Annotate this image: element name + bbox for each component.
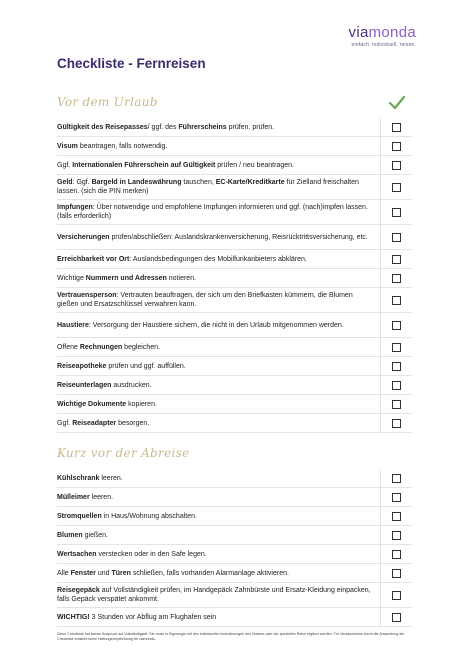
- checklist-row: [57, 469, 412, 488]
- page-title: Checkliste - Fernreisen: [57, 56, 206, 71]
- checkbox[interactable]: [392, 208, 401, 217]
- checkbox-cell: [380, 564, 412, 582]
- section-title: Vor dem Urlaub: [57, 95, 158, 109]
- checkbox[interactable]: [392, 255, 401, 264]
- checklist-item-text: Wertsachen verstecken oder in den Safe legen.: [57, 550, 207, 558]
- checklist-item-text: Impfungen: Über notwendige und empfohlene Impfungen informieren und ggf. (nach)impfen lassen. (falls erforderlich): [57, 204, 368, 220]
- checkbox-cell: [380, 338, 412, 356]
- checkbox-cell: [380, 313, 412, 337]
- checklist-item-text: Gültigkeit des Reisepasses/ ggf. des Führerscheins prüfen. prüfen.: [57, 123, 275, 131]
- checklist-item-text: Reiseapotheke prüfen und ggf. auffüllen.: [57, 362, 186, 370]
- checklist-row: [57, 200, 412, 225]
- checkbox-cell: [380, 156, 412, 174]
- checkbox[interactable]: [392, 613, 401, 622]
- checklist-row: [57, 288, 412, 313]
- checkbox[interactable]: [392, 400, 401, 409]
- checkbox-cell: [380, 469, 412, 487]
- checklist-item-text: Reisegepäck auf Vollständigkeit prüfen, im Handgepäck Zahnbürste und Ersatz-Kleidung einpacken, falls Gepäck verspätet ankommt.: [57, 587, 371, 603]
- checklist-row: [57, 338, 412, 357]
- checkbox-cell: [380, 137, 412, 155]
- checklist-row: [57, 488, 412, 507]
- checklist-row: [57, 156, 412, 175]
- brand-logo: [349, 24, 416, 48]
- disclaimer-footer: Diese Checkliste hat keinen Anspruch auf Vollständigkeit. Sie muss in Eigenregie mit den individuellen Anforderungen des Nutzers oder der speziellen Reise ergänzt werden. Für Versäumnisse durch die Anwendung der Checkliste entsteht keine Haftungsverpflichtung für viamonda.: [57, 632, 405, 641]
- checkbox-cell: [380, 583, 412, 607]
- checklist-item-text: Blumen gießen.: [57, 531, 108, 539]
- checkbox[interactable]: [392, 233, 401, 242]
- section-title: Kurz vor der Abreise: [57, 446, 190, 460]
- checkbox[interactable]: [392, 274, 401, 283]
- checkbox[interactable]: [392, 591, 401, 600]
- checklist-item-text: Erreichbarkeit vor Ort: Auslandsbedingungen des Mobilfunkanbieters abklären.: [57, 255, 307, 263]
- checkbox-cell: [380, 357, 412, 375]
- checklist-row: [57, 414, 412, 433]
- checklist-before-departure: [57, 469, 412, 627]
- checklist-row: [57, 269, 412, 288]
- checkbox-cell: [380, 376, 412, 394]
- checkbox-cell: [380, 545, 412, 563]
- checklist-row: [57, 175, 412, 200]
- checklist-item-text: Wichtige Dokumente kopieren.: [57, 400, 157, 408]
- checkbox[interactable]: [392, 142, 401, 151]
- checkbox-cell: [380, 225, 412, 249]
- checkbox[interactable]: [392, 512, 401, 521]
- checklist-item-text: WICHTIG! 3 Stunden vor Abflug am Flughafen sein: [57, 613, 217, 621]
- checkbox[interactable]: [392, 569, 401, 578]
- checkbox-cell: [380, 414, 412, 432]
- checkbox[interactable]: [392, 362, 401, 371]
- checkmark-icon: [388, 95, 406, 111]
- checklist-row: [57, 250, 412, 269]
- section-header-before-trip: [57, 95, 412, 117]
- checkbox[interactable]: [392, 296, 401, 305]
- checkbox[interactable]: [392, 161, 401, 170]
- checklist-item-text: Geld: Ggf. Bargeld in Landeswährung tauschen, EC-Karte/Kreditkarte für Zielland freischalten lassen. (sich die PIN merken): [57, 179, 359, 195]
- checklist-item-text: Vertrauensperson: Vertrauten beauftragen, der sich um den Briefkasten kümmern, die Blumen gießen und Ersatzschlüssel verwahren kann.: [57, 292, 353, 308]
- checklist-row: [57, 313, 412, 338]
- checkbox-cell: [380, 118, 412, 136]
- logo-wordmark: viamonda: [348, 24, 416, 41]
- checklist-row: [57, 526, 412, 545]
- checklist-item-text: Kühlschrank leeren.: [57, 474, 123, 482]
- checklist-item-text: Offene Rechnungen begleichen.: [57, 343, 160, 351]
- checkbox[interactable]: [392, 123, 401, 132]
- checklist-row: [57, 137, 412, 156]
- checklist-item-text: Haustiere: Versorgung der Haustiere sichern, die nicht in den Urlaub mitgenommen werden.: [57, 321, 344, 329]
- checklist-item-text: Wichtige Nummern und Adressen notieren.: [57, 274, 197, 282]
- checkbox-cell: [380, 608, 412, 626]
- checklist-row: [57, 376, 412, 395]
- checklist-row: [57, 583, 412, 608]
- checklist-item-text: Visum beantragen, falls notwendig.: [57, 142, 168, 150]
- checklist-row: [57, 357, 412, 376]
- checklist-item-text: Reiseunterlagen ausdrucken.: [57, 381, 152, 389]
- checkbox-cell: [380, 269, 412, 287]
- checkbox-cell: [380, 488, 412, 506]
- checkbox-cell: [380, 526, 412, 544]
- checkbox[interactable]: [392, 550, 401, 559]
- checklist-item-text: Ggf. Reiseadapter besorgen.: [57, 419, 150, 427]
- checklist-row: [57, 395, 412, 414]
- checkbox-cell: [380, 250, 412, 268]
- checkbox-cell: [380, 200, 412, 224]
- checklist-row: [57, 564, 412, 583]
- checkbox-cell: [380, 395, 412, 413]
- checklist-before-trip: [57, 118, 412, 433]
- checkbox[interactable]: [392, 381, 401, 390]
- checkbox[interactable]: [392, 183, 401, 192]
- checkbox[interactable]: [392, 343, 401, 352]
- checklist-item-text: Stromquellen in Haus/Wohnung abschalten.: [57, 512, 197, 520]
- checkbox[interactable]: [392, 474, 401, 483]
- checklist-item-text: Alle Fenster und Türen schließen, falls vorhanden Alarmanlage aktivieren.: [57, 569, 289, 577]
- section-header-before-departure: [57, 446, 412, 468]
- checklist-item-text: Mülleimer leeren.: [57, 493, 114, 501]
- checklist-row: [57, 545, 412, 564]
- checklist-row: [57, 608, 412, 627]
- checklist-row: [57, 507, 412, 526]
- checklist-row: [57, 118, 412, 137]
- checkbox-cell: [380, 175, 412, 199]
- checklist-item-text: Versicherungen prüfen/abschließen: Auslandskrankenversicherung, Reisrücktrittsversicherung, etc.: [57, 233, 368, 241]
- checkbox[interactable]: [392, 419, 401, 428]
- checkbox[interactable]: [392, 531, 401, 540]
- checklist-row: [57, 225, 412, 250]
- checkbox-cell: [380, 288, 412, 312]
- logo-tagline: einfach. individuell. reisen.: [351, 42, 416, 48]
- checkbox[interactable]: [392, 493, 401, 502]
- checkbox[interactable]: [392, 321, 401, 330]
- checklist-item-text: Ggf. Internationalen Führerschein auf Gültigkeit prüfen / neu beantragen.: [57, 161, 294, 169]
- checkbox-cell: [380, 507, 412, 525]
